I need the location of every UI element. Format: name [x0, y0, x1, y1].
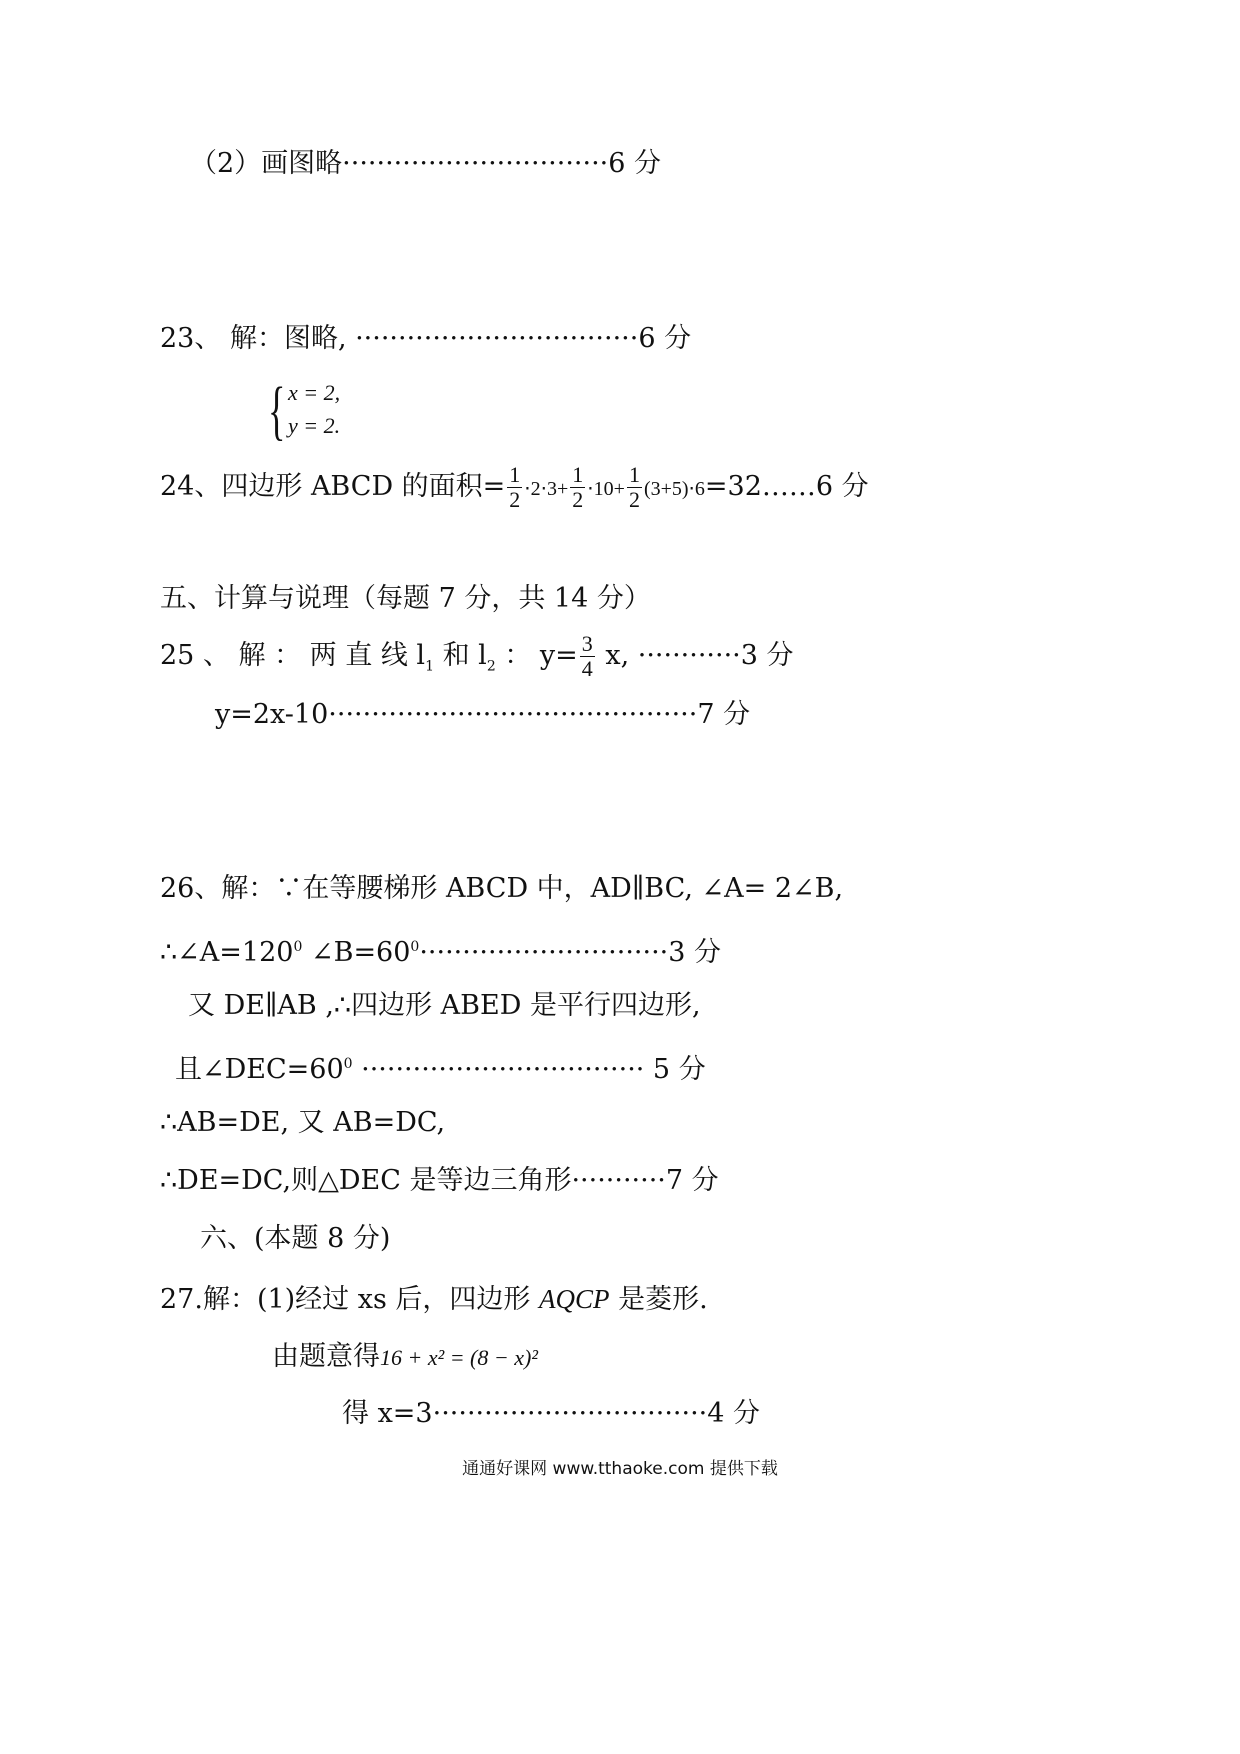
answer-line-27-result: 得 x=3································4 分 — [342, 1398, 761, 1429]
angle-score: ·····························3 分 — [419, 937, 721, 968]
degree-1: 0 — [293, 939, 303, 955]
footer-source: 通通好课网 www.tthaoke.com 提供下载 — [462, 1459, 778, 1479]
answer-line-25 — [160, 628, 794, 694]
equation-brace: { — [268, 374, 286, 447]
subscript-2: 2 — [486, 658, 496, 675]
line-27-part-a: 27.解：(1)经过 xs 后，四边形 — [160, 1284, 540, 1315]
angle-dec: 且∠DEC=60 — [175, 1054, 344, 1085]
fraction-half: $\frac{1}{2}$ — [509, 462, 521, 512]
answer-line-26-angles — [160, 930, 721, 970]
term-2: ⋅10+ — [587, 478, 625, 500]
line-25-part-d: x, ············3 分 — [596, 640, 794, 671]
answer-line-27 — [160, 1282, 708, 1317]
line-25-part-b: 和 l — [434, 640, 487, 671]
answer-line-27-equation — [272, 1340, 538, 1375]
term-3: (3+5)⋅6 — [643, 478, 705, 500]
answer-line-22-2: （2）画图略·······························6 分 — [190, 148, 661, 179]
fraction-three-quarters: $\frac{3}{4}$ — [581, 631, 593, 681]
angle-b: ∠B=60 — [302, 937, 411, 968]
fraction-half: $\frac{1}{2}$ — [572, 462, 584, 512]
section-5-heading: 五、计算与说理（每题 7 分，共 14 分） — [160, 583, 651, 614]
line-24-suffix: =32……6 分 — [704, 471, 869, 502]
answer-line-26-parallelogram: 又 DE∥AB ,∴四边形 ABED 是平行四边形, — [188, 990, 701, 1021]
equation-y: y = 2. — [288, 413, 341, 438]
equation-x: x = 2, — [288, 380, 341, 405]
line-25-part-a: 25 、 解 ： 两 直 线 l — [160, 640, 426, 671]
quadrilateral-name: AQCP — [539, 1284, 610, 1314]
answer-line-26-dec — [175, 1047, 706, 1087]
answer-line-26: 26、解：∵在等腰梯形 ABCD 中，AD∥BC, ∠A= 2∠B, — [160, 873, 844, 904]
subscript-1: 1 — [425, 658, 434, 675]
angle-a: ∴∠A=120 — [160, 937, 294, 968]
answer-line-25-cont: y=2x-10···········································7 分 — [215, 699, 751, 730]
degree-3: 0 — [343, 1056, 353, 1072]
line-24-prefix: 24、四边形 ABCD 的面积= — [160, 471, 506, 502]
answer-line-26-conclusion: ∴DE=DC,则△DEC 是等边三角形···········7 分 — [160, 1165, 719, 1196]
equation-label: 由题意得 — [272, 1341, 380, 1372]
equation-expression: 16 + x² = (8 − x)² — [380, 1345, 538, 1370]
line-27-part-b: 是菱形. — [609, 1284, 708, 1315]
term-1: ⋅2⋅3+ — [524, 478, 569, 500]
answer-line-23: 23、 解：图略, ·································6 分 — [160, 323, 692, 354]
answer-line-24 — [160, 462, 869, 514]
degree-2: 0 — [410, 939, 420, 955]
dec-score: ································· 5 分 — [352, 1054, 706, 1085]
answer-line-26-ab: ∴AB=DE, 又 AB=DC, — [160, 1107, 446, 1138]
section-6-heading: 六、(本题 8 分) — [200, 1223, 391, 1254]
fraction-half: $\frac{1}{2}$ — [628, 462, 640, 512]
line-25-part-c: ： y= — [495, 640, 578, 671]
